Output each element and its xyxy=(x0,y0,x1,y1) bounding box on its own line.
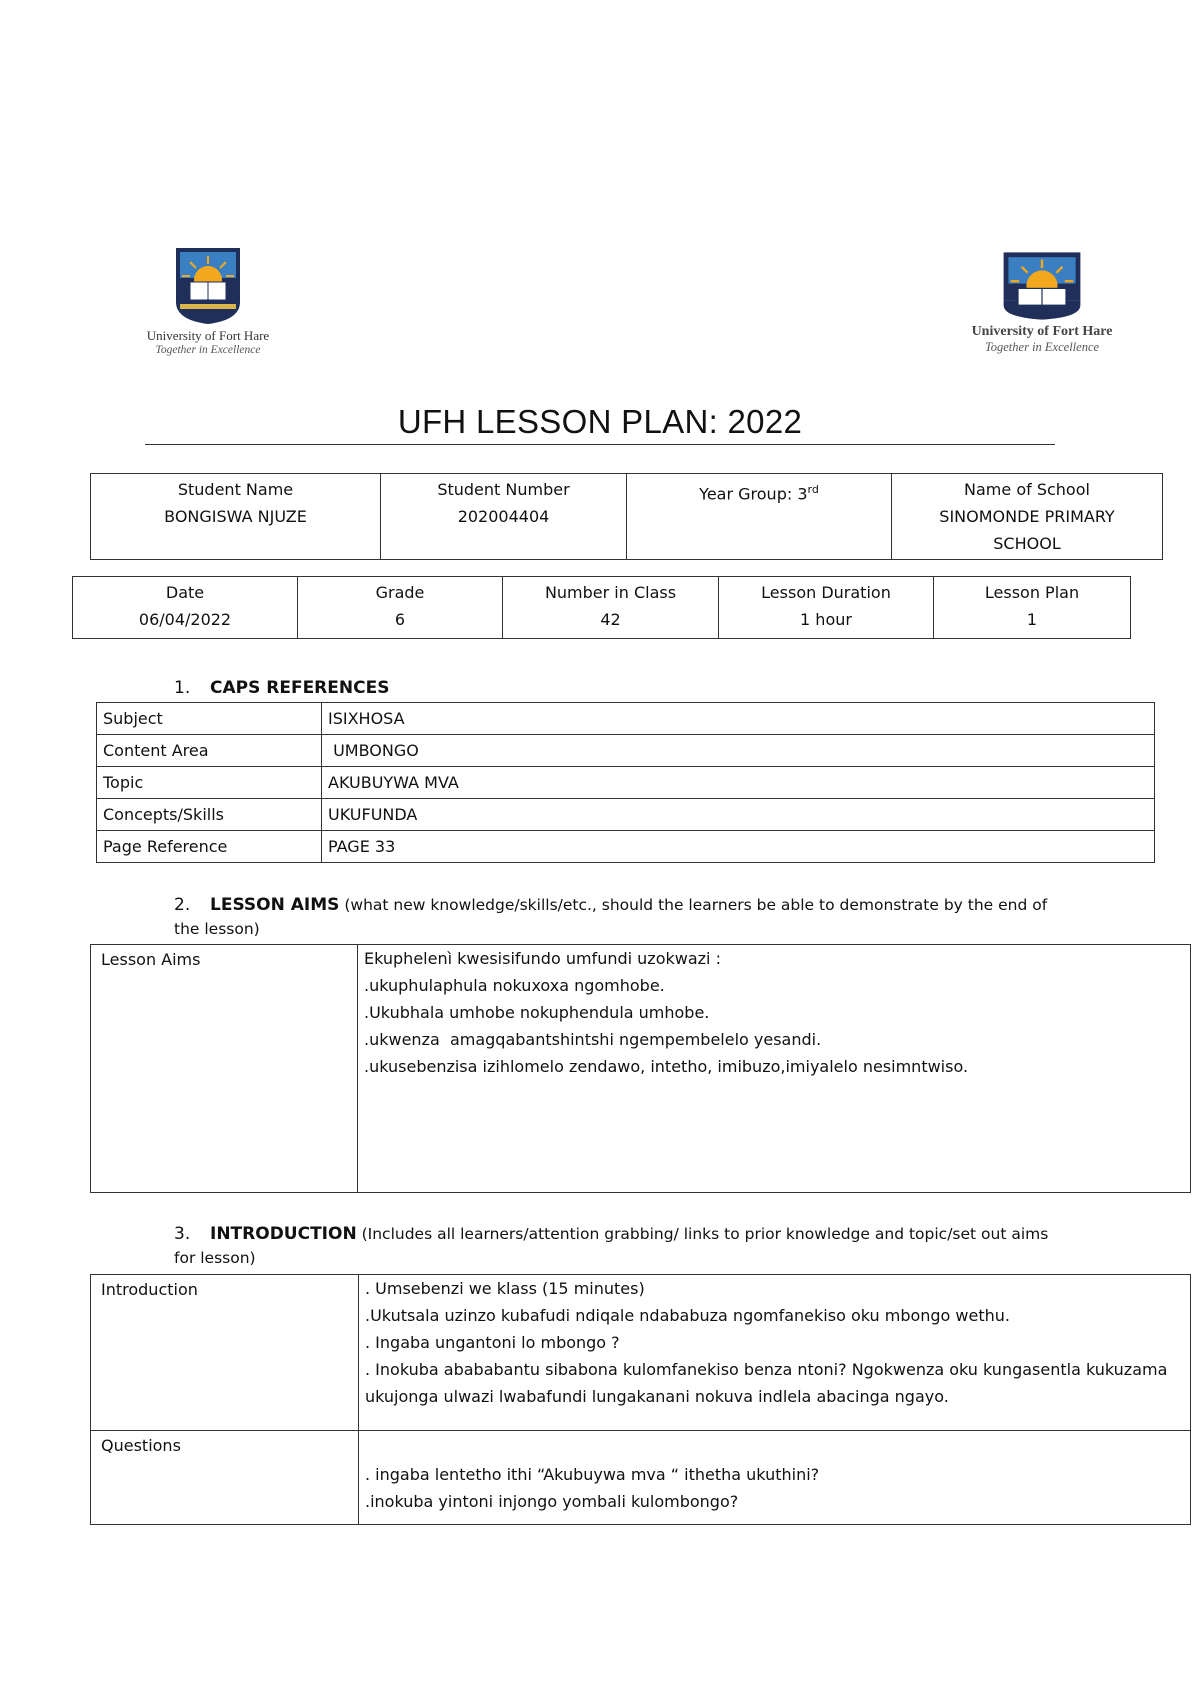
introduction-content xyxy=(359,1275,1191,1431)
questions-content xyxy=(359,1431,1191,1525)
school-label: Name of School xyxy=(964,480,1090,499)
list-item: .inokuba yintoni injongo yombali kulombongo? xyxy=(365,1492,739,1511)
student-number-label: Student Number xyxy=(437,480,570,499)
section3-note: (Includes all learners/attention grabbing/ links to prior knowledge and topic/set out aims for lesson) xyxy=(174,1225,1049,1267)
university-name: University of Fort Hare xyxy=(146,328,270,343)
section2-title: LESSON AIMS xyxy=(210,895,340,915)
section3-title: INTRODUCTION xyxy=(210,1224,357,1244)
lesson-aims-content xyxy=(358,945,1191,1193)
logo-left xyxy=(138,246,278,356)
plan-value: 1 xyxy=(1026,610,1038,629)
university-motto: Together in Excellence xyxy=(155,344,261,356)
list-item: Ekuphelenì kwesisifundo umfundi uzokwazi : xyxy=(364,949,721,968)
section2-heading xyxy=(174,893,1054,941)
row-label: Page Reference xyxy=(97,831,322,863)
list-item: .Ukutsala uzinzo kubafudi ndiqale ndababuza ngomfanekiso oku mbongo wethu. xyxy=(365,1306,1010,1325)
list-item: .ukusebenzisa izihlomelo zendawo, intetho, imibuzo,imiyalelo nesimntwiso. xyxy=(364,1057,969,1076)
grade-value: 6 xyxy=(394,610,406,629)
year-group-label: Year Group: 3 xyxy=(699,484,808,504)
page-title: UFH LESSON PLAN: 2022 xyxy=(145,402,1055,445)
table-row xyxy=(97,703,1155,735)
class-count-cell xyxy=(503,577,719,639)
list-item: . Umsebenzi we klass (15 minutes) xyxy=(365,1279,645,1298)
row-value: UMBONGO xyxy=(322,735,1155,767)
date-value: 06/04/2022 xyxy=(138,610,232,629)
table-row xyxy=(97,831,1155,863)
plan-label: Lesson Plan xyxy=(984,583,1080,602)
student-number-cell xyxy=(381,474,627,560)
grade-label: Grade xyxy=(375,583,425,602)
date-label: Date xyxy=(165,583,205,602)
caps-references-table xyxy=(96,702,1155,863)
student-number: 202004404 xyxy=(457,507,550,526)
table-row xyxy=(97,735,1155,767)
list-item: . Inokuba abababantu sibabona kulomfanekiso benza ntoni? Ngokwenza oku kungasentla kukuzama ukujonga ulwazi lwabafundi lungakanani nokuva indlela abacinga ngayo. xyxy=(365,1360,1168,1406)
student-name: BONGISWA NJUZE xyxy=(164,507,307,526)
row-value: ISIXHOSA xyxy=(322,703,1155,735)
row-value: AKUBUYWA MVA xyxy=(322,767,1155,799)
row-value: PAGE 33 xyxy=(322,831,1155,863)
lesson-aims-table xyxy=(90,944,1191,1193)
duration-label: Lesson Duration xyxy=(761,583,891,602)
table-row xyxy=(97,767,1155,799)
logo-right xyxy=(962,250,1122,355)
lesson-aims-label: Lesson Aims xyxy=(91,945,358,1193)
university-name: University of Fort Hare xyxy=(971,324,1113,339)
section3-number: 3. xyxy=(174,1224,191,1244)
section3-heading xyxy=(174,1222,1074,1270)
row-value: UKUFUNDA xyxy=(322,799,1155,831)
introduction-table xyxy=(90,1274,1191,1525)
row-label: Topic xyxy=(97,767,322,799)
lesson-info-table xyxy=(72,576,1131,639)
list-item: . ingaba lentetho ithi “Akubuywa mva “ ithetha ukuthini? xyxy=(365,1465,820,1484)
grade-cell xyxy=(298,577,503,639)
student-name-cell xyxy=(91,474,381,560)
section2-note: (what new knowledge/skills/etc., should the learners be able to demonstrate by the end of the lesson) xyxy=(174,896,1048,938)
section1-title: CAPS REFERENCES xyxy=(210,678,390,698)
duration-value: 1 hour xyxy=(800,610,852,629)
duration-cell xyxy=(719,577,934,639)
row-label: Content Area xyxy=(97,735,322,767)
crest-icon xyxy=(174,246,242,326)
list-item: .ukuphulaphula nokuxoxa ngomhobe. xyxy=(364,976,665,995)
student-name-label: Student Name xyxy=(177,480,294,499)
crest-icon xyxy=(1001,250,1083,322)
list-item: .ukwenza amagqabantshintshi ngempembelelo yesandi. xyxy=(364,1030,822,1049)
date-cell xyxy=(73,577,298,639)
class-count-value: 42 xyxy=(600,610,621,629)
list-item: .Ukubhala umhobe nokuphendula umhobe. xyxy=(364,1003,710,1022)
section2-number: 2. xyxy=(174,895,191,915)
list-item: . Ingaba ungantoni lo mbongo ? xyxy=(365,1333,620,1352)
plan-cell xyxy=(934,577,1131,639)
row-label: Concepts/Skills xyxy=(97,799,322,831)
year-group-sup: rd xyxy=(807,483,819,496)
class-count-label: Number in Class xyxy=(544,583,677,602)
university-motto: Together in Excellence xyxy=(984,340,1100,354)
section1-heading xyxy=(174,676,389,700)
introduction-label: Introduction xyxy=(91,1275,359,1431)
questions-label: Questions xyxy=(91,1431,359,1525)
school-cell xyxy=(892,474,1163,560)
row-label: Subject xyxy=(97,703,322,735)
year-group-cell xyxy=(627,474,892,560)
section1-number: 1. xyxy=(174,678,191,698)
table-row xyxy=(97,799,1155,831)
school-name: SINOMONDE PRIMARY SCHOOL xyxy=(939,507,1115,553)
student-info-table xyxy=(90,473,1163,560)
